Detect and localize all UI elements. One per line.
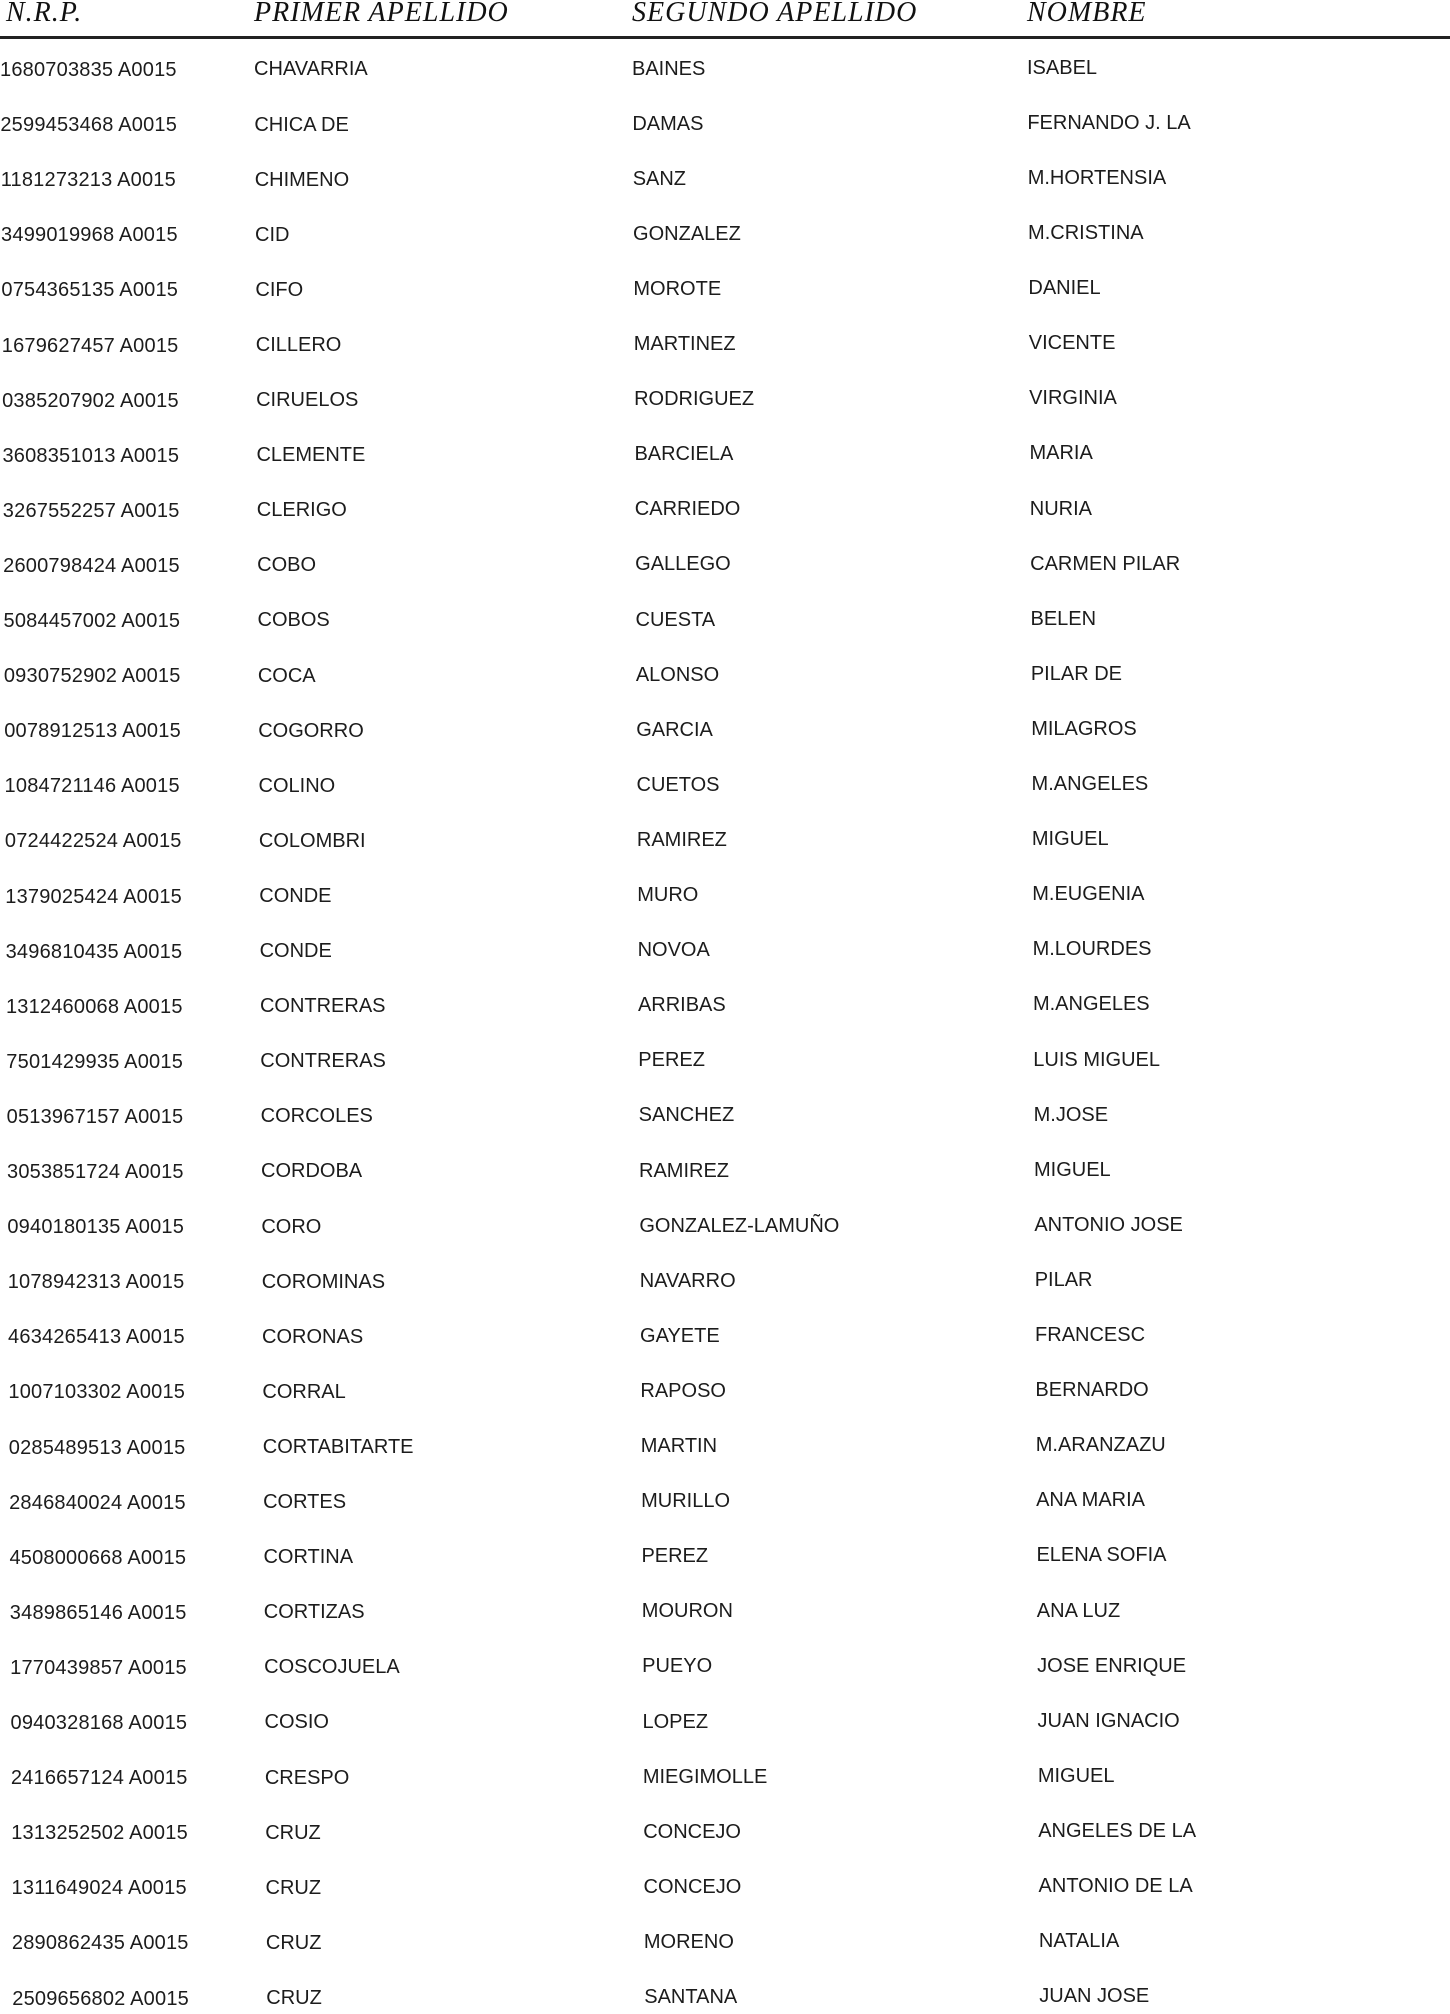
segundo-apellido-cell: DAMAS [632,112,704,135]
nrp-cell: 0078912513 A0015 [4,720,181,743]
nrp-cell: 3499019968 A0015 [1,224,178,247]
table-row [0,220,1450,250]
primer-apellido-cell: CORO [261,1215,322,1238]
nombre-cell: ANGELES DE LA [1038,1819,1197,1842]
primer-apellido-cell: CHICA DE [254,113,349,136]
table-row [0,826,1450,856]
primer-apellido-cell: COLINO [258,774,336,797]
nombre-cell: PILAR [1034,1268,1093,1291]
table-row [0,1598,1450,1628]
table-row [0,496,1450,526]
segundo-apellido-cell: PUEYO [642,1655,713,1678]
segundo-apellido-cell: MARTIN [640,1435,718,1458]
nrp-cell: 2416657124 A0015 [10,1767,188,1790]
primer-apellido-cell: CONTRERAS [260,1050,386,1073]
nombre-cell: ANA LUZ [1036,1599,1121,1622]
nrp-cell: 1007103302 A0015 [8,1381,186,1404]
segundo-apellido-cell: CONCEJO [643,1820,741,1843]
nrp-cell: 5084457002 A0015 [3,610,181,632]
segundo-apellido-cell: PEREZ [638,1049,705,1072]
nrp-cell: 1770439857 A0015 [10,1656,187,1679]
nombre-cell: PILAR DE [1030,662,1122,685]
table-row [0,1873,1450,1903]
primer-apellido-cell: CIRUELOS [256,389,359,412]
segundo-apellido-cell: MARTINEZ [633,333,736,356]
primer-apellido-cell: CORTIZAS [263,1601,365,1624]
segundo-apellido-cell: LOPEZ [642,1710,709,1733]
nrp-cell: 1084721146 A0015 [4,775,180,798]
segundo-apellido-cell: BARCIELA [634,443,734,466]
nombre-cell: MIGUEL [1034,1158,1111,1181]
segundo-apellido-cell: GARCIA [636,718,713,741]
primer-apellido-cell: CORCOLES [260,1105,373,1128]
segundo-apellido-cell: BAINES [632,57,706,80]
header-segundo-apellido: SEGUNDO APELLIDO [632,0,918,28]
nombre-cell: JOSE ENRIQUE [1037,1654,1187,1677]
header-primer-apellido: PRIMER APELLIDO [254,0,509,28]
primer-apellido-cell: CORRAL [262,1380,346,1403]
primer-apellido-cell: CRUZ [265,1876,322,1899]
primer-apellido-cell: COSIO [264,1711,329,1734]
table-row [0,716,1450,746]
nombre-cell: ANA MARIA [1036,1489,1146,1512]
nombre-cell: FRANCESC [1035,1324,1146,1346]
nombre-cell: ELENA SOFIA [1036,1544,1167,1567]
segundo-apellido-cell: ARRIBAS [637,994,726,1017]
nombre-cell: FERNANDO J. LA [1027,111,1191,134]
nombre-cell: MIGUEL [1031,828,1109,851]
primer-apellido-cell: CORTABITARTE [262,1435,414,1458]
segundo-apellido-cell: MOURON [641,1600,733,1623]
nrp-cell: 0724422524 A0015 [4,830,182,853]
primer-apellido-cell: CONTRERAS [259,995,386,1018]
nrp-cell: 1313252502 A0015 [11,1822,188,1845]
primer-apellido-cell: CORTINA [263,1546,354,1569]
segundo-apellido-cell: MURO [637,884,699,907]
primer-apellido-cell: COROMINAS [261,1270,386,1293]
nrp-cell: 1679627457 A0015 [1,334,179,357]
primer-apellido-cell: CRESPO [264,1766,350,1789]
primer-apellido-cell: CRUZ [265,1821,321,1844]
nombre-cell: JUAN IGNACIO [1037,1709,1180,1732]
nombre-cell: M.ANGELES [1031,773,1149,795]
nombre-cell: VICENTE [1028,332,1116,355]
header-nrp: N.R.P. [6,0,83,28]
nombre-cell: NATALIA [1038,1930,1120,1953]
nrp-cell: 3496810435 A0015 [5,940,183,963]
nrp-cell: 0285489513 A0015 [8,1436,186,1459]
table-row [0,1928,1450,1958]
segundo-apellido-cell: GAYETE [640,1324,720,1347]
nombre-cell: BERNARDO [1035,1379,1149,1402]
nrp-cell: 1680703835 A0015 [0,59,177,81]
table-row [0,771,1450,801]
nrp-cell: 2890862435 A0015 [11,1932,189,1955]
nombre-cell: MILAGROS [1031,717,1137,740]
nombre-cell: NURIA [1029,497,1093,520]
table-row [0,661,1450,691]
table-row [0,275,1450,305]
table-row [0,1488,1450,1518]
nrp-cell: 2509656802 A0015 [12,1987,189,2010]
segundo-apellido-cell: GALLEGO [635,553,731,576]
segundo-apellido-cell: GONZALEZ-LAMUÑO [639,1214,840,1237]
table-row [0,386,1450,416]
nombre-cell: M.HORTENSIA [1027,166,1167,189]
nombre-cell: M.ANGELES [1032,993,1150,1016]
nrp-cell: 0930752902 A0015 [3,665,181,688]
nombre-cell: MARIA [1029,442,1093,465]
nrp-cell: 1078942313 A0015 [7,1271,185,1294]
segundo-apellido-cell: NAVARRO [639,1269,736,1292]
table-row [0,331,1450,361]
primer-apellido-cell: COCA [257,664,316,687]
nombre-cell: ISABEL [1027,56,1098,79]
segundo-apellido-cell: SANZ [632,167,687,190]
nrp-cell: 3489865146 A0015 [9,1601,187,1624]
primer-apellido-cell: CRUZ [265,1931,322,1954]
primer-apellido-cell: COSCOJUELA [264,1656,400,1679]
nrp-cell: 7501429935 A0015 [6,1050,184,1073]
table-row [0,1708,1450,1738]
primer-apellido-cell: CHIMENO [254,168,350,191]
primer-apellido-cell: COGORRO [258,719,364,742]
nrp-cell: 0754365135 A0015 [1,279,179,302]
table-row [0,551,1450,581]
nombre-cell: LUIS MIGUEL [1033,1048,1160,1071]
segundo-apellido-cell: MORENO [643,1930,734,1953]
table-row [0,1543,1450,1573]
segundo-apellido-cell: MIEGIMOLLE [642,1765,768,1788]
nombre-cell: JUAN JOSE [1039,1985,1150,2008]
table-row [0,882,1450,912]
nrp-cell: 1181273213 A0015 [0,169,176,192]
nrp-cell: 2600798424 A0015 [3,554,180,577]
table-row [0,1212,1450,1242]
nombre-cell: BELEN [1030,607,1097,630]
segundo-apellido-cell: RAPOSO [640,1379,726,1402]
nrp-cell: 1311649024 A0015 [11,1877,187,1900]
segundo-apellido-cell: CONCEJO [643,1875,742,1898]
primer-apellido-cell: CORDOBA [261,1160,363,1183]
primer-apellido-cell: CLERIGO [256,499,347,522]
segundo-apellido-cell: SANTANA [644,1986,738,2009]
table-row [0,1377,1450,1407]
nrp-cell: 3608351013 A0015 [2,444,180,467]
nombre-cell: M.EUGENIA [1032,883,1145,906]
segundo-apellido-cell: RODRIGUEZ [634,388,755,411]
segundo-apellido-cell: GONZALEZ [633,222,741,245]
table-row [0,1102,1450,1132]
header-nombre: NOMBRE [1027,0,1147,28]
table-row [0,1984,1450,2014]
nrp-cell: 3053851724 A0015 [7,1161,184,1183]
table-row [0,1818,1450,1848]
nombre-cell: ANTONIO DE LA [1038,1875,1193,1897]
segundo-apellido-cell: PEREZ [641,1545,709,1568]
table-row [0,165,1450,195]
primer-apellido-cell: CONDE [259,940,332,963]
nrp-cell: 0513967157 A0015 [6,1105,184,1128]
nombre-cell: M.JOSE [1033,1103,1109,1126]
table-row [0,1267,1450,1297]
table-row [0,110,1450,140]
table-row [0,1433,1450,1463]
primer-apellido-cell: CORONAS [262,1325,364,1348]
nrp-cell: 1312460068 A0015 [5,995,183,1018]
nrp-cell: 3267552257 A0015 [2,499,180,522]
nrp-cell: 4634265413 A0015 [8,1326,185,1349]
primer-apellido-cell: CLEMENTE [256,444,366,467]
nrp-cell: 0940328168 A0015 [10,1712,188,1734]
nrp-cell: 2846840024 A0015 [9,1491,186,1514]
nombre-cell: MIGUEL [1037,1764,1115,1787]
table-row [0,1653,1450,1683]
segundo-apellido-cell: CUESTA [635,608,716,631]
nrp-cell: 0940180135 A0015 [7,1216,185,1239]
table-row [0,1763,1450,1793]
segundo-apellido-cell: NOVOA [637,939,710,962]
nrp-cell: 2599453468 A0015 [0,114,178,137]
primer-apellido-cell: CORTES [263,1491,347,1514]
primer-apellido-cell: CHAVARRIA [254,58,368,81]
segundo-apellido-cell: MOROTE [633,277,722,300]
nombre-cell: M.LOURDES [1032,938,1152,961]
table-row [0,1322,1450,1352]
table-row [0,992,1450,1022]
segundo-apellido-cell: RAMIREZ [636,828,727,851]
table-row [0,55,1450,85]
nombre-cell: M.ARANZAZU [1035,1434,1166,1457]
nombre-cell: DANIEL [1028,277,1101,300]
nombre-cell: M.CRISTINA [1028,222,1144,244]
primer-apellido-cell: COBOS [257,609,330,632]
primer-apellido-cell: CID [255,223,290,246]
table-row [0,441,1450,471]
nrp-cell: 1379025424 A0015 [5,885,182,908]
header-rule [0,36,1450,39]
table-row [0,1157,1450,1187]
primer-apellido-cell: CIFO [255,278,304,301]
segundo-apellido-cell: RAMIREZ [639,1159,729,1182]
segundo-apellido-cell: SANCHEZ [638,1104,735,1127]
segundo-apellido-cell: CUETOS [636,773,720,796]
segundo-apellido-cell: ALONSO [635,663,720,686]
segundo-apellido-cell: MURILLO [641,1490,730,1513]
nombre-cell: CARMEN PILAR [1030,552,1181,575]
table-row [0,606,1450,636]
segundo-apellido-cell: CARRIEDO [634,498,741,521]
primer-apellido-cell: CONDE [259,884,332,907]
primer-apellido-cell: COBO [257,554,317,577]
primer-apellido-cell: CRUZ [266,1986,322,2009]
nombre-cell: ANTONIO JOSE [1034,1213,1183,1236]
nrp-cell: 0385207902 A0015 [2,389,179,412]
table-row [0,1047,1450,1077]
nombre-cell: VIRGINIA [1029,387,1117,410]
primer-apellido-cell: CILLERO [255,333,342,356]
table-row [0,937,1450,967]
nrp-cell: 4508000668 A0015 [9,1546,187,1569]
primer-apellido-cell: COLOMBRI [258,829,366,852]
